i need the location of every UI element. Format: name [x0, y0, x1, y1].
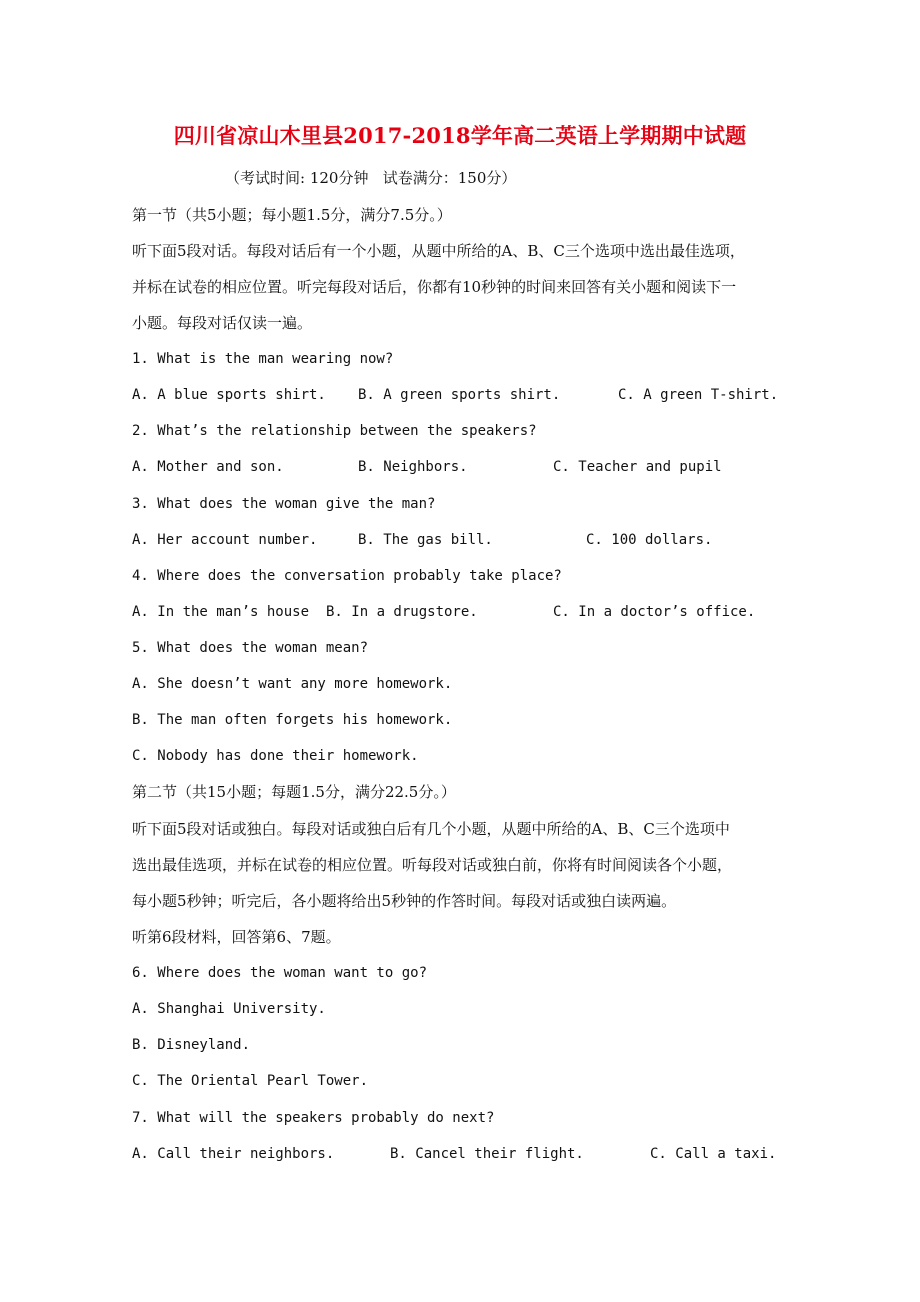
q7-option-c: C. Call a taxi. — [650, 1146, 777, 1162]
q3-option-a: A. Her account number. — [132, 532, 318, 548]
page-title: 四川省凉山木里县2017-2018学年高二英语上学期期中试题 — [173, 123, 747, 148]
question-5: 5. What does the woman mean? — [132, 640, 369, 656]
section1-instruction-line: 并标在试卷的相应位置。听完每段对话后，你都有10秒钟的时间来回答有关小题和阅读下一 — [132, 278, 737, 296]
question-1: 1. What is the man wearing now? — [132, 351, 394, 367]
question-2: 2. What’s the relationship between the speakers? — [132, 423, 537, 439]
q1-option-b: B. A green sports shirt. — [358, 387, 561, 403]
q5-option-a: A. She doesn’t want any more homework. — [132, 676, 453, 692]
q2-option-a: A. Mother and son. — [132, 459, 284, 475]
q1-option-a: A. A blue sports shirt. — [132, 387, 326, 403]
question-3: 3. What does the woman give the man? — [132, 496, 436, 512]
q7-option-b: B. Cancel their flight. — [390, 1146, 584, 1162]
section1-instruction-line: 小题。每段对话仅读一遍。 — [132, 314, 313, 332]
q1-option-c: C. A green T-shirt. — [618, 387, 779, 403]
q5-option-b: B. The man often forgets his homework. — [132, 712, 453, 728]
q2-option-c: C. Teacher and pupil — [553, 459, 722, 475]
question-4: 4. Where does the conversation probably take place? — [132, 568, 562, 584]
q4-option-b: B. In a drugstore. — [326, 604, 478, 620]
question-7: 7. What will the speakers probably do next? — [132, 1110, 495, 1126]
section2-instruction-line: 选出最佳选项，并标在试卷的相应位置。听每段对话或独白前，你将有时间阅读各个小题， — [132, 856, 733, 874]
section1-heading: 第一节（共5小题；每小题1.5分，满分7.5分。） — [132, 206, 452, 224]
q2-option-b: B. Neighbors. — [358, 459, 468, 475]
q6-option-a: A. Shanghai University. — [132, 1001, 326, 1017]
question-6: 6. Where does the woman want to go? — [132, 965, 428, 981]
q6-option-c: C. The Oriental Pearl Tower. — [132, 1073, 369, 1089]
q4-option-a: A. In the man’s house — [132, 604, 310, 620]
section2-heading: 第二节（共15小题；每题1.5分，满分22.5分。） — [132, 783, 456, 801]
q7-option-a: A. Call their neighbors. — [132, 1146, 335, 1162]
material-note: 听第6段材料，回答第6、7题。 — [132, 928, 341, 946]
q3-option-b: B. The gas bill. — [358, 532, 493, 548]
exam-info: （考试时间: 120分钟 试卷满分：150分） — [225, 169, 517, 187]
section2-instruction-line: 每小题5秒钟；听完后，各小题将给出5秒钟的作答时间。每段对话或独白读两遍。 — [132, 892, 677, 910]
q5-option-c: C. Nobody has done their homework. — [132, 748, 419, 764]
section2-instruction-line: 听下面5段对话或独白。每段对话或独白后有几个小题，从题中所给的A、B、C三个选项中 — [132, 820, 730, 838]
q3-option-c: C. 100 dollars. — [586, 532, 713, 548]
section1-instruction-line: 听下面5段对话。每段对话后有一个小题，从题中所给的A、B、C三个选项中选出最佳选项， — [132, 242, 745, 260]
q4-option-c: C. In a doctor’s office. — [553, 604, 756, 620]
q6-option-b: B. Disneyland. — [132, 1037, 251, 1053]
